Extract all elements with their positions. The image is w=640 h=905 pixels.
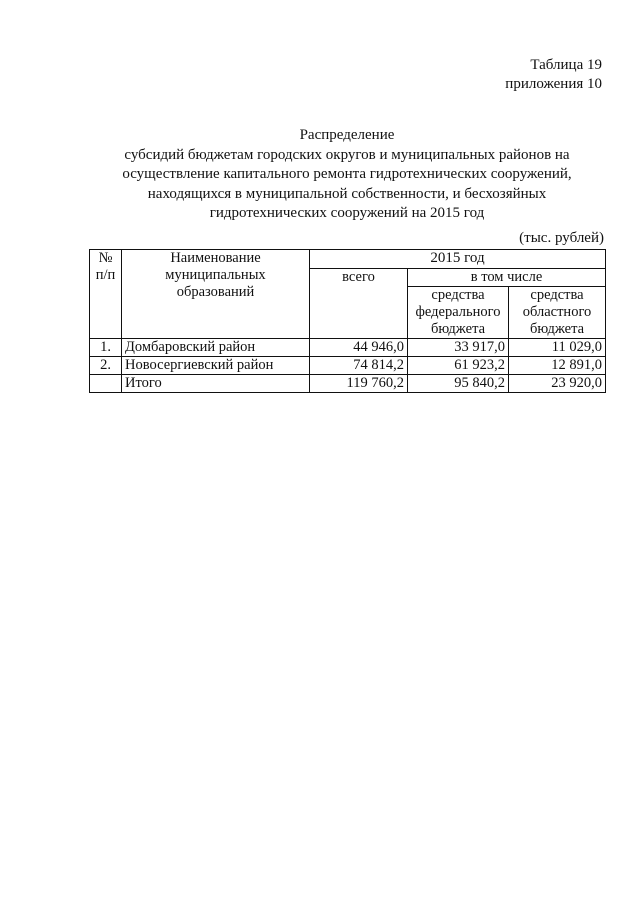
table-row (90, 357, 606, 375)
units-label: (тыс. рублей) (519, 230, 604, 246)
table-row (90, 339, 606, 357)
header-regional: средства областного бюджета (509, 287, 606, 339)
header-total: всего (310, 269, 408, 339)
total-federal: 95 840,2 (408, 375, 509, 393)
title-line-5: гидротехнических сооружений на 2015 год (209, 205, 485, 221)
header-federal: средства федерального бюджета (408, 287, 509, 339)
row-federal: 61 923,2 (408, 357, 509, 375)
row-federal: 33 917,0 (408, 339, 509, 357)
total-num-empty (90, 375, 122, 393)
document-title (90, 126, 604, 224)
row-total: 44 946,0 (310, 339, 408, 357)
title-line-4: находящихся в муниципальной собственности, и бесхозяйных (147, 185, 547, 202)
header-name: Наименование муниципальных образований (122, 250, 310, 339)
header-including: в том числе (408, 269, 606, 287)
header-row-1 (90, 250, 606, 269)
row-regional: 11 029,0 (509, 339, 606, 357)
row-num: 1. (90, 339, 122, 357)
appendix-number: приложения 10 (505, 76, 602, 92)
row-regional: 12 891,0 (509, 357, 606, 375)
total-regional: 23 920,0 (509, 375, 606, 393)
table-number: Таблица 19 (530, 57, 602, 73)
row-total: 74 814,2 (310, 357, 408, 375)
total-row (90, 375, 606, 393)
row-num: 2. (90, 357, 122, 375)
title-line-2: субсидий бюджетам городских округов и муниципальных районов на (124, 146, 570, 163)
header-num: № п/п (90, 250, 122, 339)
title-line-3: осуществление капитального ремонта гидротехнических сооружений, (122, 166, 572, 182)
header-year: 2015 год (310, 250, 606, 269)
total-sum: 119 760,2 (310, 375, 408, 393)
title-line-1: Распределение (299, 127, 395, 143)
row-name: Домбаровский район (122, 339, 310, 357)
row-name: Новосергиевский район (122, 357, 310, 375)
distribution-table (89, 249, 606, 393)
appendix-reference (505, 56, 602, 94)
total-label: Итого (122, 375, 310, 393)
